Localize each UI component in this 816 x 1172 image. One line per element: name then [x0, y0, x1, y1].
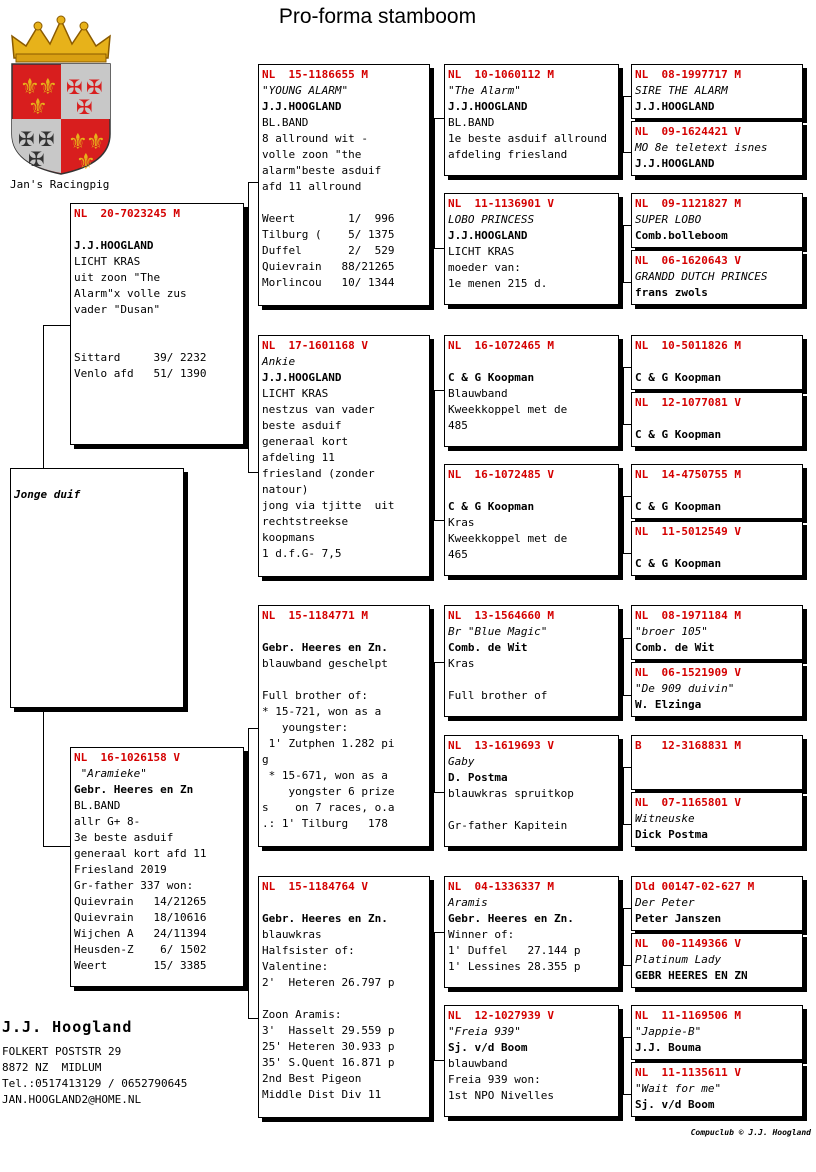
gen4-card-1: NL 08-1997717 M SIRE THE ALARM J.J.HOOGLAND	[631, 64, 803, 119]
card-line: LICHT KRAS	[74, 255, 141, 268]
gen2-card-2	[258, 335, 430, 577]
card-line: J.J.HOOGLAND	[635, 157, 715, 170]
gen3-card-2	[444, 193, 619, 305]
card-line: Comb. de Wit	[635, 641, 715, 654]
card-line: Gr-father 337 won:	[74, 879, 194, 892]
card-line: frans zwols	[635, 286, 708, 299]
card-line	[635, 354, 799, 370]
card-line	[448, 483, 615, 499]
gen3-ring-3: NL 16-1072465 M	[448, 339, 554, 352]
gen4-card-15: NL 11-1169506 M "Jappie-B" J.J. Bouma	[631, 1005, 803, 1060]
svg-text:⚜: ⚜	[86, 130, 106, 155]
card-line: Comb. de Wit	[448, 641, 528, 654]
gen2-card-4	[258, 876, 430, 1118]
card-line: Gebr. Heeres en Zn.	[262, 912, 388, 925]
card-line: Platinum Lady	[635, 953, 722, 966]
card-line: 1' Zutphen 1.282 pi	[262, 737, 395, 750]
card-line: Comb.bolleboom	[635, 229, 728, 242]
address-line: FOLKERT POSTSTR 29	[2, 1045, 122, 1058]
card-line: "Jappie-B"	[635, 1025, 702, 1038]
card-line: GRANDD DUTCH PRINCES	[635, 270, 768, 283]
card-line: Gebr. Heeres en Zn.	[448, 912, 574, 925]
card-line	[262, 991, 426, 1007]
card-line: Aramis	[448, 896, 488, 909]
card-line: .: 1' Tilburg 178	[262, 817, 388, 830]
gen4-card-13: Dld 00147-02-627 M Der Peter Peter Janszen	[631, 876, 803, 931]
gen4-card-16: NL 11-1135611 V "Wait for me" Sj. v/d Boom	[631, 1062, 803, 1117]
gen4-card-5: NL 10-5011826 M C & G Koopman	[631, 335, 803, 390]
svg-text:⚜: ⚜	[68, 130, 88, 155]
sire-ring: NL 20-7023245 M	[74, 207, 180, 220]
card-line: Duffel 2/ 529	[262, 244, 395, 257]
card-line: Br "Blue Magic"	[448, 625, 548, 638]
card-line: J.J.HOOGLAND	[74, 239, 154, 252]
card-line: "De 909 duivin"	[635, 682, 735, 695]
card-line	[262, 624, 426, 640]
card-line	[448, 354, 615, 370]
gen4-card-9: NL 08-1971184 M "broer 105" Comb. de Wit	[631, 605, 803, 660]
card-line: friesland (zonder	[262, 467, 375, 480]
gen2-ring-2: NL 17-1601168 V	[262, 339, 368, 352]
card-line: J.J.HOOGLAND	[262, 371, 342, 384]
card-line: generaal kort	[262, 435, 349, 448]
card-line: afdeling 11	[262, 451, 335, 464]
card-line: BL.BAND	[448, 116, 495, 129]
card-line	[635, 754, 799, 770]
card-line: "broer 105"	[635, 625, 708, 638]
card-line: 1e menen 215 d.	[448, 277, 548, 290]
card-line: s on 7 races, o.a	[262, 801, 395, 814]
card-line: C & G Koopman	[448, 371, 535, 384]
card-line: "Wait for me"	[635, 1082, 722, 1095]
svg-text:✠: ✠	[86, 75, 103, 99]
svg-text:✠: ✠	[66, 75, 83, 99]
card-line: 465	[448, 548, 468, 561]
card-line: 8 allround wit -	[262, 132, 368, 145]
card-line	[635, 483, 799, 499]
subject-card	[10, 468, 184, 708]
card-line: Quievrain 88/21265	[262, 260, 395, 273]
card-line: C & G Koopman	[635, 428, 722, 441]
card-line	[635, 411, 799, 427]
gen4-card-3: NL 09-1121827 M SUPER LOBO Comb.bolleboom	[631, 193, 803, 248]
card-line	[448, 672, 615, 688]
card-line: volle zoon "the	[262, 148, 362, 161]
card-line: Jonge duif	[14, 488, 81, 501]
card-line: Witneuske	[635, 812, 695, 825]
card-line: Valentine:	[262, 960, 329, 973]
card-line: 485	[448, 419, 468, 432]
card-line: 1e beste asduif allround	[448, 132, 607, 145]
credit-line: Compuclub © J.J. Hoogland	[690, 1128, 811, 1137]
card-line: "YOUNG ALARM"	[262, 84, 349, 97]
card-line: blauwkras	[262, 928, 322, 941]
card-line: blauwband	[448, 1057, 508, 1070]
card-line: koopmans	[262, 531, 315, 544]
svg-text:⚜: ⚜	[28, 95, 48, 120]
card-line: rechtstreekse	[262, 515, 349, 528]
card-line: 2nd Best Pigeon	[262, 1072, 362, 1085]
card-line: LICHT KRAS	[448, 245, 515, 258]
gen2-ring-4: NL 15-1184764 V	[262, 880, 368, 893]
address-line: 8872 NZ MIDLUM	[2, 1061, 102, 1074]
card-line: J.J.HOOGLAND	[448, 100, 528, 113]
crown-icon	[12, 16, 110, 62]
card-line: Kras	[448, 516, 475, 529]
card-line: Zoon Aramis:	[262, 1008, 342, 1021]
page-title: Pro-forma stamboom	[278, 5, 477, 28]
card-line: Alarm"x volle zus	[74, 287, 187, 300]
sire-card	[70, 203, 244, 445]
shield-logo-icon	[8, 14, 114, 176]
card-line: LOBO PRINCESS	[448, 213, 535, 226]
gen3-ring-2: NL 11-1136901 V	[448, 197, 554, 210]
card-line: C & G Koopman	[448, 500, 535, 513]
card-line: J.J.HOOGLAND	[635, 100, 715, 113]
card-line: Gebr. Heeres en Zn	[74, 783, 194, 796]
gen3-ring-6: NL 13-1619693 V	[448, 739, 554, 752]
gen4-card-7: NL 14-4750755 M C & G Koopman	[631, 464, 803, 519]
card-line: D. Postma	[448, 771, 508, 784]
card-line: Winner of:	[448, 928, 515, 941]
card-line: afd 11 allround	[262, 180, 362, 193]
card-line: MO 8e teletext isnes	[635, 141, 768, 154]
card-line: Quievrain 14/21265	[74, 895, 207, 908]
card-line: generaal kort afd 11	[74, 847, 207, 860]
card-line: Friesland 2019	[74, 863, 167, 876]
card-line: uit zoon "The	[74, 271, 161, 284]
card-line: yongster 6 prize	[262, 785, 395, 798]
gen3-ring-8: NL 12-1027939 V	[448, 1009, 554, 1022]
card-line: Der Peter	[635, 896, 695, 909]
card-line	[74, 334, 240, 350]
gen3-card-6	[444, 735, 619, 847]
gen4-card-4: NL 06-1620643 V GRANDD DUTCH PRINCES frans zwols	[631, 250, 803, 305]
gen2-ring-3: NL 15-1184771 M	[262, 609, 368, 622]
card-line: 3e beste asduif	[74, 831, 174, 844]
card-line: "Aramieke"	[74, 767, 147, 780]
gen3-card-3	[444, 335, 619, 447]
card-line: Ankie	[262, 355, 296, 368]
card-line: 1' Lessines 28.355 p	[448, 960, 581, 973]
card-line: beste asduif	[262, 419, 342, 432]
card-line: Dick Postma	[635, 828, 708, 841]
card-line: nestzus van vader	[262, 403, 375, 416]
card-line	[635, 770, 799, 786]
card-line: Heusden-Z 6/ 1502	[74, 943, 207, 956]
card-line: SIRE THE ALARM	[635, 84, 728, 97]
card-line: blauwkras spruitkop	[448, 787, 574, 800]
gen3-card-1	[444, 64, 619, 176]
card-line: 1' Duffel 27.144 p	[448, 944, 581, 957]
svg-text:⚜: ⚜	[20, 75, 40, 100]
card-line: moeder van:	[448, 261, 521, 274]
card-line: Full brother of:	[262, 689, 368, 702]
card-line: C & G Koopman	[635, 557, 722, 570]
card-line: SUPER LOBO	[635, 213, 702, 226]
card-line: BL.BAND	[74, 799, 121, 812]
card-line: GEBR HEERES EN ZN	[635, 969, 748, 982]
gen4-card-12: NL 07-1165801 V Witneuske Dick Postma	[631, 792, 803, 847]
card-line: youngster:	[262, 721, 349, 734]
card-line: Morlincou 10/ 1344	[262, 276, 395, 289]
gen3-card-8	[444, 1005, 619, 1117]
card-line	[448, 802, 615, 818]
card-line: Full brother of	[448, 689, 548, 702]
dam-card	[70, 747, 244, 987]
card-line: Halfsister of:	[262, 944, 355, 957]
card-line: natour)	[262, 483, 309, 496]
card-line: 25' Heteren 30.933 p	[262, 1040, 395, 1053]
gen4-card-8: NL 11-5012549 V C & G Koopman	[631, 521, 803, 576]
subject-lines	[14, 471, 180, 503]
card-line: LICHT KRAS	[262, 387, 329, 400]
card-line: 35' S.Quent 16.871 p	[262, 1056, 395, 1069]
card-line: Sj. v/d Boom	[635, 1098, 715, 1111]
card-line: Quievrain 18/10616	[74, 911, 207, 924]
card-line: Sittard 39/ 2232	[74, 351, 207, 364]
svg-text:⚜: ⚜	[76, 150, 96, 175]
card-line: * 15-671, won as a	[262, 769, 388, 782]
card-line: Kras	[448, 657, 475, 670]
card-line: Kweekkoppel met de	[448, 403, 568, 416]
gen4-card-10: NL 06-1521909 V "De 909 duivin" W. Elzinga	[631, 662, 803, 717]
card-line: "Freia 939"	[448, 1025, 521, 1038]
card-line: J.J.HOOGLAND	[262, 100, 342, 113]
card-line: g	[262, 753, 269, 766]
card-line: afdeling friesland	[448, 148, 568, 161]
card-line: Gebr. Heeres en Zn.	[262, 641, 388, 654]
card-line	[74, 318, 240, 334]
card-line: C & G Koopman	[635, 371, 722, 384]
card-line: Gaby	[448, 755, 475, 768]
gen3-ring-5: NL 13-1564660 M	[448, 609, 554, 622]
gen3-ring-7: NL 04-1336337 M	[448, 880, 554, 893]
card-line: vader "Dusan"	[74, 303, 161, 316]
card-line: 1 d.f.G- 7,5	[262, 547, 342, 560]
card-line: Venlo afd 51/ 1390	[74, 367, 207, 380]
card-line: Weert 1/ 996	[262, 212, 395, 225]
svg-text:✠: ✠	[38, 127, 55, 151]
card-line: 1st NPO Nivelles	[448, 1089, 554, 1102]
gen4-card-6: NL 12-1077081 V C & G Koopman	[631, 392, 803, 447]
card-line	[262, 195, 426, 211]
gen4-card-11: B 12-3168831 M	[631, 735, 803, 790]
gen4-card-2: NL 09-1624421 V MO 8e teletext isnes J.J.HOOGLAND	[631, 121, 803, 176]
card-line: Weert 15/ 3385	[74, 959, 207, 972]
gen4-card-14: NL 00-1149366 V Platinum Lady GEBR HEERES EN ZN	[631, 933, 803, 988]
card-line: J.J.HOOGLAND	[448, 229, 528, 242]
card-line: Gr-father Kapitein	[448, 819, 568, 832]
card-line: "The Alarm"	[448, 84, 521, 97]
card-line	[635, 540, 799, 556]
card-line: alarm"beste asduif	[262, 164, 382, 177]
card-line: Peter Janszen	[635, 912, 722, 925]
gen2-card-3	[258, 605, 430, 847]
card-line: C & G Koopman	[635, 500, 722, 513]
gen3-card-4	[444, 464, 619, 576]
card-line: Tilburg ( 5/ 1375	[262, 228, 395, 241]
card-line: Wijchen A 24/11394	[74, 927, 207, 940]
gen3-card-7	[444, 876, 619, 988]
card-line: W. Elzinga	[635, 698, 702, 711]
card-line: Sj. v/d Boom	[448, 1041, 528, 1054]
gen2-card-1	[258, 64, 430, 306]
card-line: 2' Heteren 26.797 p	[262, 976, 395, 989]
card-line: Kweekkoppel met de	[448, 532, 568, 545]
owner-address	[2, 1044, 187, 1108]
logo-caption: Jan's Racingpig	[10, 178, 110, 191]
card-line: Freia 939 won:	[448, 1073, 541, 1086]
svg-text:⚜: ⚜	[38, 75, 58, 100]
gen3-ring-1: NL 10-1060112 M	[448, 68, 554, 81]
phone-line: Tel.:0517413129 / 0652790645	[2, 1077, 188, 1090]
card-line: blauwband geschelpt	[262, 657, 388, 670]
owner-name: J.J. Hoogland	[2, 1018, 133, 1036]
svg-text:✠: ✠	[28, 147, 45, 171]
dam-ring: NL 16-1026158 V	[74, 751, 180, 764]
card-line: jong via tjitte uit	[262, 499, 395, 512]
gen3-ring-4: NL 16-1072485 V	[448, 468, 554, 481]
svg-text:✠: ✠	[76, 95, 93, 119]
card-line: J.J. Bouma	[635, 1041, 702, 1054]
card-line	[74, 222, 240, 238]
card-line	[262, 672, 426, 688]
card-line: Blauwband	[448, 387, 508, 400]
card-line	[262, 895, 426, 911]
card-line: BL.BAND	[262, 116, 309, 129]
gen2-ring-1: NL 15-1186655 M	[262, 68, 368, 81]
gen3-card-5	[444, 605, 619, 717]
card-line: allr G+ 8-	[74, 815, 141, 828]
svg-text:✠: ✠	[18, 127, 35, 151]
card-line: Middle Dist Div 11	[262, 1088, 382, 1101]
card-line: 3' Hasselt 29.559 p	[262, 1024, 395, 1037]
card-line: * 15-721, won as a	[262, 705, 382, 718]
email-line: JAN.HOOGLAND2@HOME.NL	[2, 1093, 142, 1106]
